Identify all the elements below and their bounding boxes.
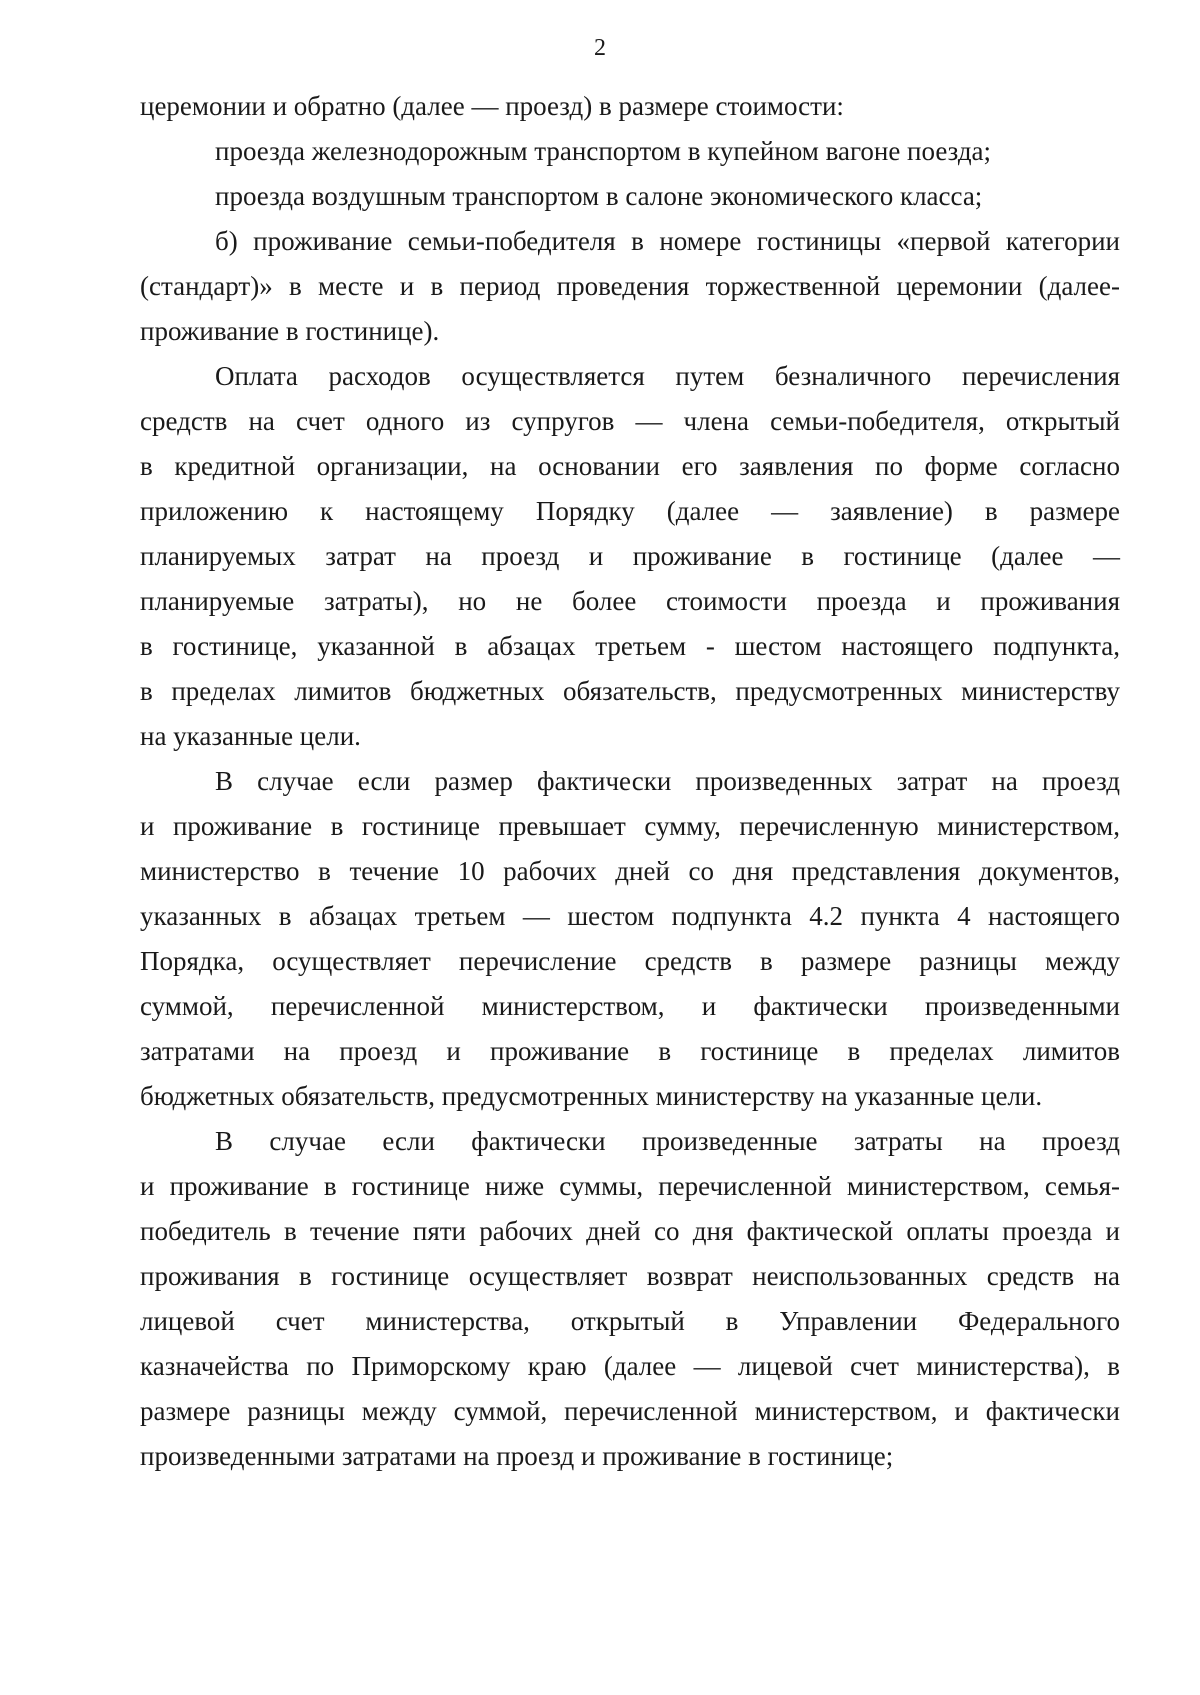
text-line: планируемых затрат на проезд и проживание в гостинице (далее —: [140, 541, 1120, 571]
text-line: в гостинице, указанной в абзацах третьем - шестом настоящего подпункта,: [140, 631, 1120, 661]
text-line: проживания в гостинице осуществляет возврат неиспользованных средств на: [140, 1261, 1120, 1291]
text-line: и проживание в гостинице превышает сумму, перечисленную министерством,: [140, 811, 1120, 841]
text-line: проживание в гостинице).: [140, 316, 440, 346]
text-line: казначейства по Приморскому краю (далее — лицевой счет министерства), в: [140, 1351, 1120, 1381]
text-line: в пределах лимитов бюджетных обязательств, предусмотренных министерству: [140, 676, 1120, 706]
text-line: победитель в течение пяти рабочих дней со дня фактической оплаты проезда и: [140, 1216, 1120, 1246]
text-line: планируемые затраты), но не более стоимости проезда и проживания: [140, 586, 1120, 616]
text-line: приложению к настоящему Порядку (далее — заявление) в размере: [140, 496, 1120, 526]
text-line: в кредитной организации, на основании его заявления по форме согласно: [140, 451, 1120, 481]
page-number: 2: [594, 35, 606, 61]
text-line: затратами на проезд и проживание в гостинице в пределах лимитов: [140, 1036, 1120, 1066]
text-line: проезда воздушным транспортом в салоне экономического класса;: [215, 181, 983, 211]
text-line: министерство в течение 10 рабочих дней со дня представления документов,: [140, 856, 1120, 886]
text-line: на указанные цели.: [140, 721, 361, 751]
text-line: и проживание в гостинице ниже суммы, перечисленной министерством, семья-: [140, 1171, 1120, 1201]
text-line: (стандарт)» в месте и в период проведения торжественной церемонии (далее-: [140, 271, 1120, 301]
text-line: лицевой счет министерства, открытый в Управлении Федерального: [140, 1306, 1120, 1336]
text-line: средств на счет одного из супругов — члена семьи-победителя, открытый: [140, 406, 1120, 436]
text-line: размере разницы между суммой, перечисленной министерством, и фактически: [140, 1396, 1120, 1426]
text-line: бюджетных обязательств, предусмотренных министерству на указанные цели.: [140, 1081, 1043, 1111]
text-line: В случае если размер фактически произведенных затрат на проезд: [215, 766, 1120, 796]
text-line: произведенными затратами на проезд и проживание в гостинице;: [140, 1441, 894, 1471]
text-line: церемонии и обратно (далее — проезд) в размере стоимости:: [140, 91, 844, 121]
text-line: указанных в абзацах третьем — шестом подпункта 4.2 пункта 4 настоящего: [140, 901, 1120, 931]
text-line: б) проживание семьи-победителя в номере гостиницы «первой категории: [215, 226, 1120, 256]
text-line: Оплата расходов осуществляется путем безналичного перечисления: [215, 361, 1120, 391]
text-line: В случае если фактически произведенные затраты на проезд: [215, 1126, 1120, 1156]
text-line: Порядка, осуществляет перечисление средств в размере разницы между: [140, 946, 1120, 976]
text-line: проезда железнодорожным транспортом в купейном вагоне поезда;: [215, 136, 992, 166]
text-line: суммой, перечисленной министерством, и фактически произведенными: [140, 991, 1120, 1021]
